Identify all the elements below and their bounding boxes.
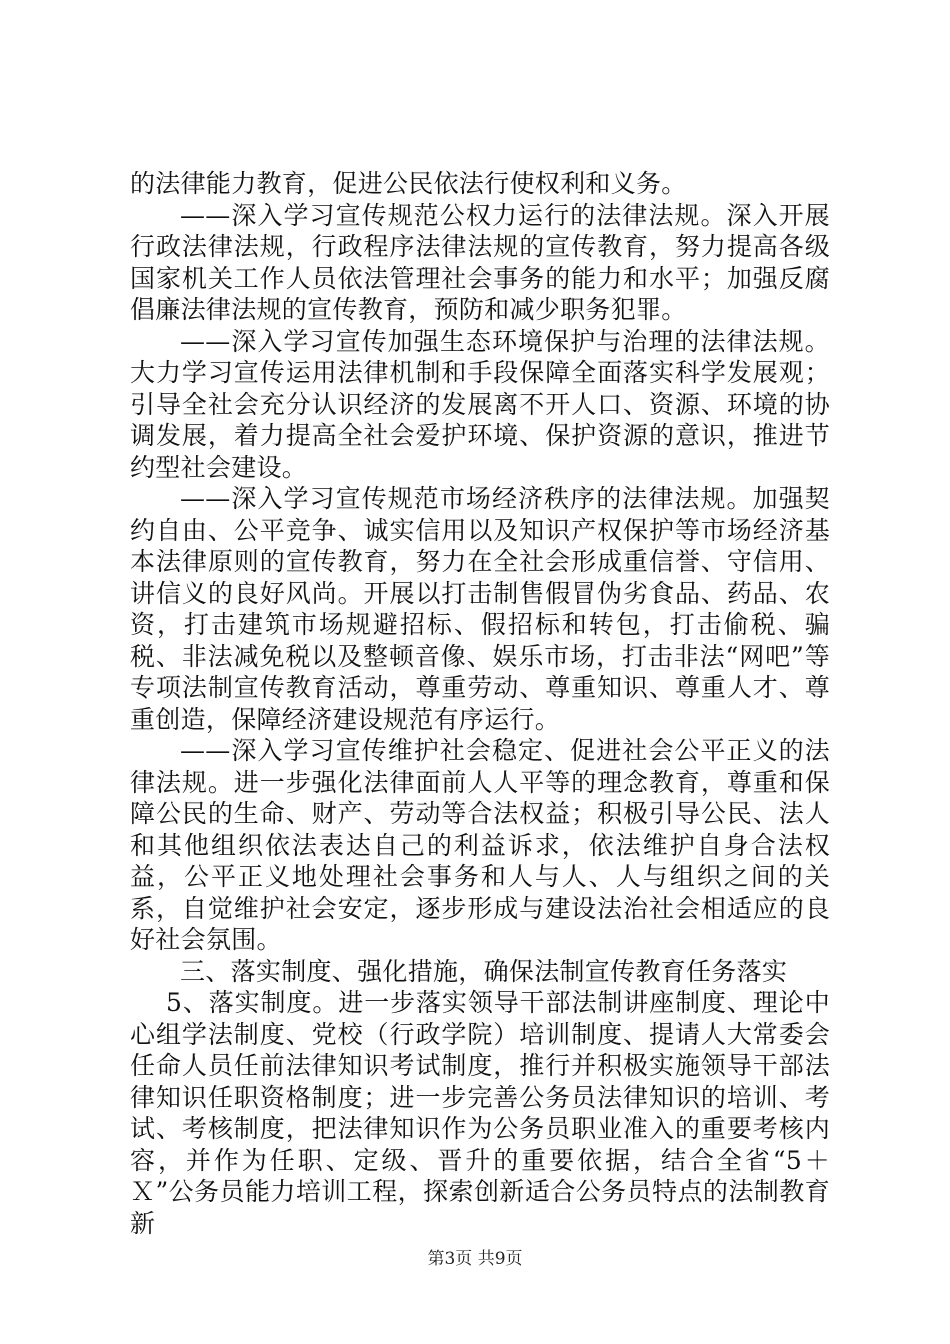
paragraph-4: ——深入学习宣传规范市场经济秩序的法律法规。加强契约自由、公平竞争、诚实信用以及知识产权保护等市场经济基本法律原则的宣传教育，努力在全社会形成重信誉、守信用、讲信义的良好风尚。开展以打击制售假冒伪劣食品、药品、农资，打击建筑市场规避招标、假招标和转包，打击偷税、骗税、非法减免税以及整顿音像、娱乐市场，打击非法“网吧”等专项法制宣传教育活动，尊重劳动、尊重知识、尊重人才、尊重创造，保障经济建设规范有序运行。 — [130, 484, 830, 734]
paragraph-1: 的法律能力教育，促进公民依法行使权利和义务。 — [130, 169, 687, 198]
document-body — [130, 168, 830, 1239]
section-heading: 三、落实制度、强化措施，确保法制宣传教育任务落实 — [180, 956, 788, 986]
page-footer: 第3页 共9页 — [427, 1249, 523, 1269]
paragraph-6: 5、落实制度。进一步落实领导干部法制讲座制度、理论中心组学法制度、党校（行政学院）培训制度、提请人大常委会任命人员任前法律知识考试制度，推行并积极实施领导干部法律知识任职资格制度；进一步完善公务员法律知识的培训、考试、考核制度，把法律知识作为公务员职业准入的重要考核内容，并作为任职、定级、晋升的重要依据，结合全省“5＋Ｘ”公务员能力培训工程，探索创新适合公务员特点的法制教育新 — [130, 988, 830, 1238]
paragraph-3: ——深入学习宣传加强生态环境保护与治理的法律法规。大力学习宣传运用法律机制和手段保障全面落实科学发展观；引导全社会充分认识经济的发展离不开人口、资源、环境的协调发展，着力提高全社会爱护环境、保护资源的意识，推进节约型社会建设。 — [130, 326, 830, 482]
paragraph-5: ——深入学习宣传维护社会稳定、促进社会公平正义的法律法规。进一步强化法律面前人人平等的理念教育，尊重和保障公民的生命、财产、劳动等合法权益；积极引导公民、法人和其他组织依法表达自己的利益诉求，依法维护自身合法权益，公平正义地处理社会事务和人与人、人与组织之间的关系，自觉维护社会安定，逐步形成与建设法治社会相适应的良好社会氛围。 — [130, 736, 830, 954]
paragraph-2: ——深入学习宣传规范公权力运行的法律法规。深入开展行政法律法规，行政程序法律法规的宣传教育，努力提高各级国家机关工作人员依法管理社会事务的能力和水平；加强反腐倡廉法律法规的宣传教育，预防和减少职务犯罪。 — [130, 200, 830, 324]
